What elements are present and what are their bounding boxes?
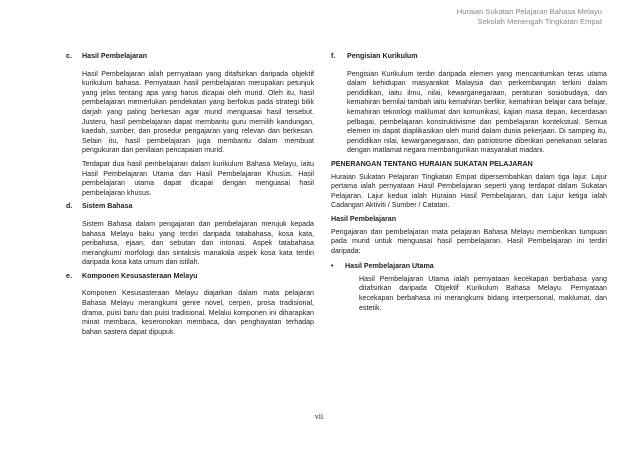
bullet-hasil-pembelajaran-utama	[331, 262, 607, 272]
section-c-paragraph-1: Hasil Pembelajaran ialah pernyataan yang ditafsirkan daripada objektif kurikulum bahasa. Pernyataan hasil pembelajaran merupakan petunjuk yang jelas tentang apa yang harus dicapai oleh murid. Oleh itu, hasil pembelajaran memerlukan pendekatan yang berfokus pada strategi bilik darjah yang paling berkesan agar murid menguasai hasil tersebut. Justeru, hasil pembelajaran dapat membantu guru memilih kandungan, kaedah, sumber, dan prosedur pengajaran yang relevan dan berkesan. Selain itu, hasil pembelajaran juga membantu dalam membuat pengukuran dan penilaian pencapaian murid.	[82, 69, 314, 155]
penerangan-title: PENERANGAN TENTANG HURAIAN SUKATAN PELAJARAN	[331, 159, 533, 168]
section-d-heading	[66, 202, 314, 212]
section-d	[66, 202, 314, 268]
section-hasil-pembelajaran	[331, 215, 607, 313]
section-penerangan	[331, 160, 607, 211]
section-d-letter: d.	[66, 202, 73, 211]
section-c-heading	[66, 52, 314, 62]
running-header	[457, 7, 602, 27]
header-line-1: Huraian Sukatan Pelajaran Bahasa Melayu	[456, 7, 602, 16]
section-f	[331, 52, 607, 156]
hasil-pembelajaran-title: Hasil Pembelajaran	[331, 214, 397, 223]
section-f-heading	[331, 52, 607, 62]
hasil-pembelajaran-paragraph: Pengajaran dan pembelajaran mata pelajaran Bahasa Melayu memberikan tumpuan pada murid untuk menguasai hasil pembelajaran. Hasil Pembelajaran ini terdiri daripada:	[331, 227, 607, 255]
section-e-heading	[66, 272, 314, 282]
section-f-title: Pengisian Kurikulum	[347, 52, 418, 60]
left-column	[66, 52, 314, 341]
bullet-icon: •	[331, 262, 334, 271]
section-d-paragraph-1: Sistem Bahasa dalam pengajaran dan pembelajaran merujuk kepada bahasa Melayu baku yang terdiri daripada tatabahasa, kosa kata, peribahasa, ejaan, dan sebutan dan intonasi. Aspek tatabahasa merangkumi morfologi dan sintaksis manakala aspek kosa kata terdiri daripada kosa kata umum dan istilah.	[82, 219, 314, 267]
section-c-paragraph-2: Terdapat dua hasil pembelajaran dalam kurikulum Bahasa Melayu, iaitu Hasil Pembelajaran Utama dan Hasil Pembelajaran Khusus. Hasil pembelajaran utama dapat dicapai dengan menguasai hasil pembelajaran khusus.	[82, 159, 314, 197]
right-column	[331, 52, 607, 317]
section-e-letter: e.	[66, 271, 72, 280]
penerangan-paragraph: Huraian Sukatan Pelajaran Tingkatan Empat dipersembahkan dalam tiga lajur. Lajur pertama ialah pernyataan Hasil Pembelajaran seperti yang terdapat dalam Sukatan Pelajaran. Lajur kedua ialah Huraian Hasil Pembelajaran, dan Lajur ketiga ialah Cadangan Aktiviti / Sumber / Catatan.	[331, 172, 607, 210]
section-c-letter: c.	[66, 52, 72, 60]
section-e-paragraph-1: Komponen Kesusasteraan Melayu diajarkan dalam mata pelajaran Bahasa Melayu merangkumi genre novel, cerpen, prosa tradisional, drama, puisi baru dan puisi tradisional. Melalui komponen ini diharapkan minat membaca, keseronokan membaca, dan penghayatan terhadap bahan sastera dapat dipupuk.	[82, 289, 314, 336]
bullet-title: Hasil Pembelajaran Utama	[345, 262, 434, 271]
section-e	[66, 272, 314, 338]
section-c	[66, 52, 314, 198]
section-f-paragraph-1: Pengisian Kurikulum terdiri daripada elemen yang mencantumkan teras utama dalam kehidupan masyarakat Malaysia dan perkembangan terkini dalam pendidikan, iaitu ilmu, nilai, kewarganegaraan, peraturan sosiobudaya, dan kemahiran bernilai tambah iaitu kemahiran berfikir, kemahiran belajar cara belajar, kemahiran teknologi maklumat dan komunikasi, kajian masa depan, kecerdasan pelbagai, pembelajaran konstruktivisme dan pembelajaran kontekstual. Semua elemen ini dapat diaplikasikan oleh murid dalam dunia pekerjaan. Di samping itu, pendidikan nilai, kewarganegaraan, dan patriotisme diberikan penekanan selaras dengan matlamat negara membangunkan masyarakat madani.	[347, 69, 607, 155]
section-c-title: Hasil Pembelajaran	[82, 52, 148, 60]
header-line-2: Sekolah Menengah Tingkatan Empat	[477, 17, 602, 26]
bullet-paragraph: Hasil Pembelajaran Utama ialah pernyataan kecekapan berbahasa yang ditafsirkan daripada Objektif Kurikulum Bahasa Melayu. Pernyataan kecekapan berbahasa ini merangkumi bidang interpersonal, maklumat, dan estetik.	[359, 274, 607, 312]
page-number: vii	[314, 412, 324, 421]
section-d-title: Sistem Bahasa	[82, 202, 133, 211]
section-e-title: Komponen Kesusasteraan Melayu	[82, 271, 198, 280]
section-f-letter: f.	[331, 52, 336, 60]
